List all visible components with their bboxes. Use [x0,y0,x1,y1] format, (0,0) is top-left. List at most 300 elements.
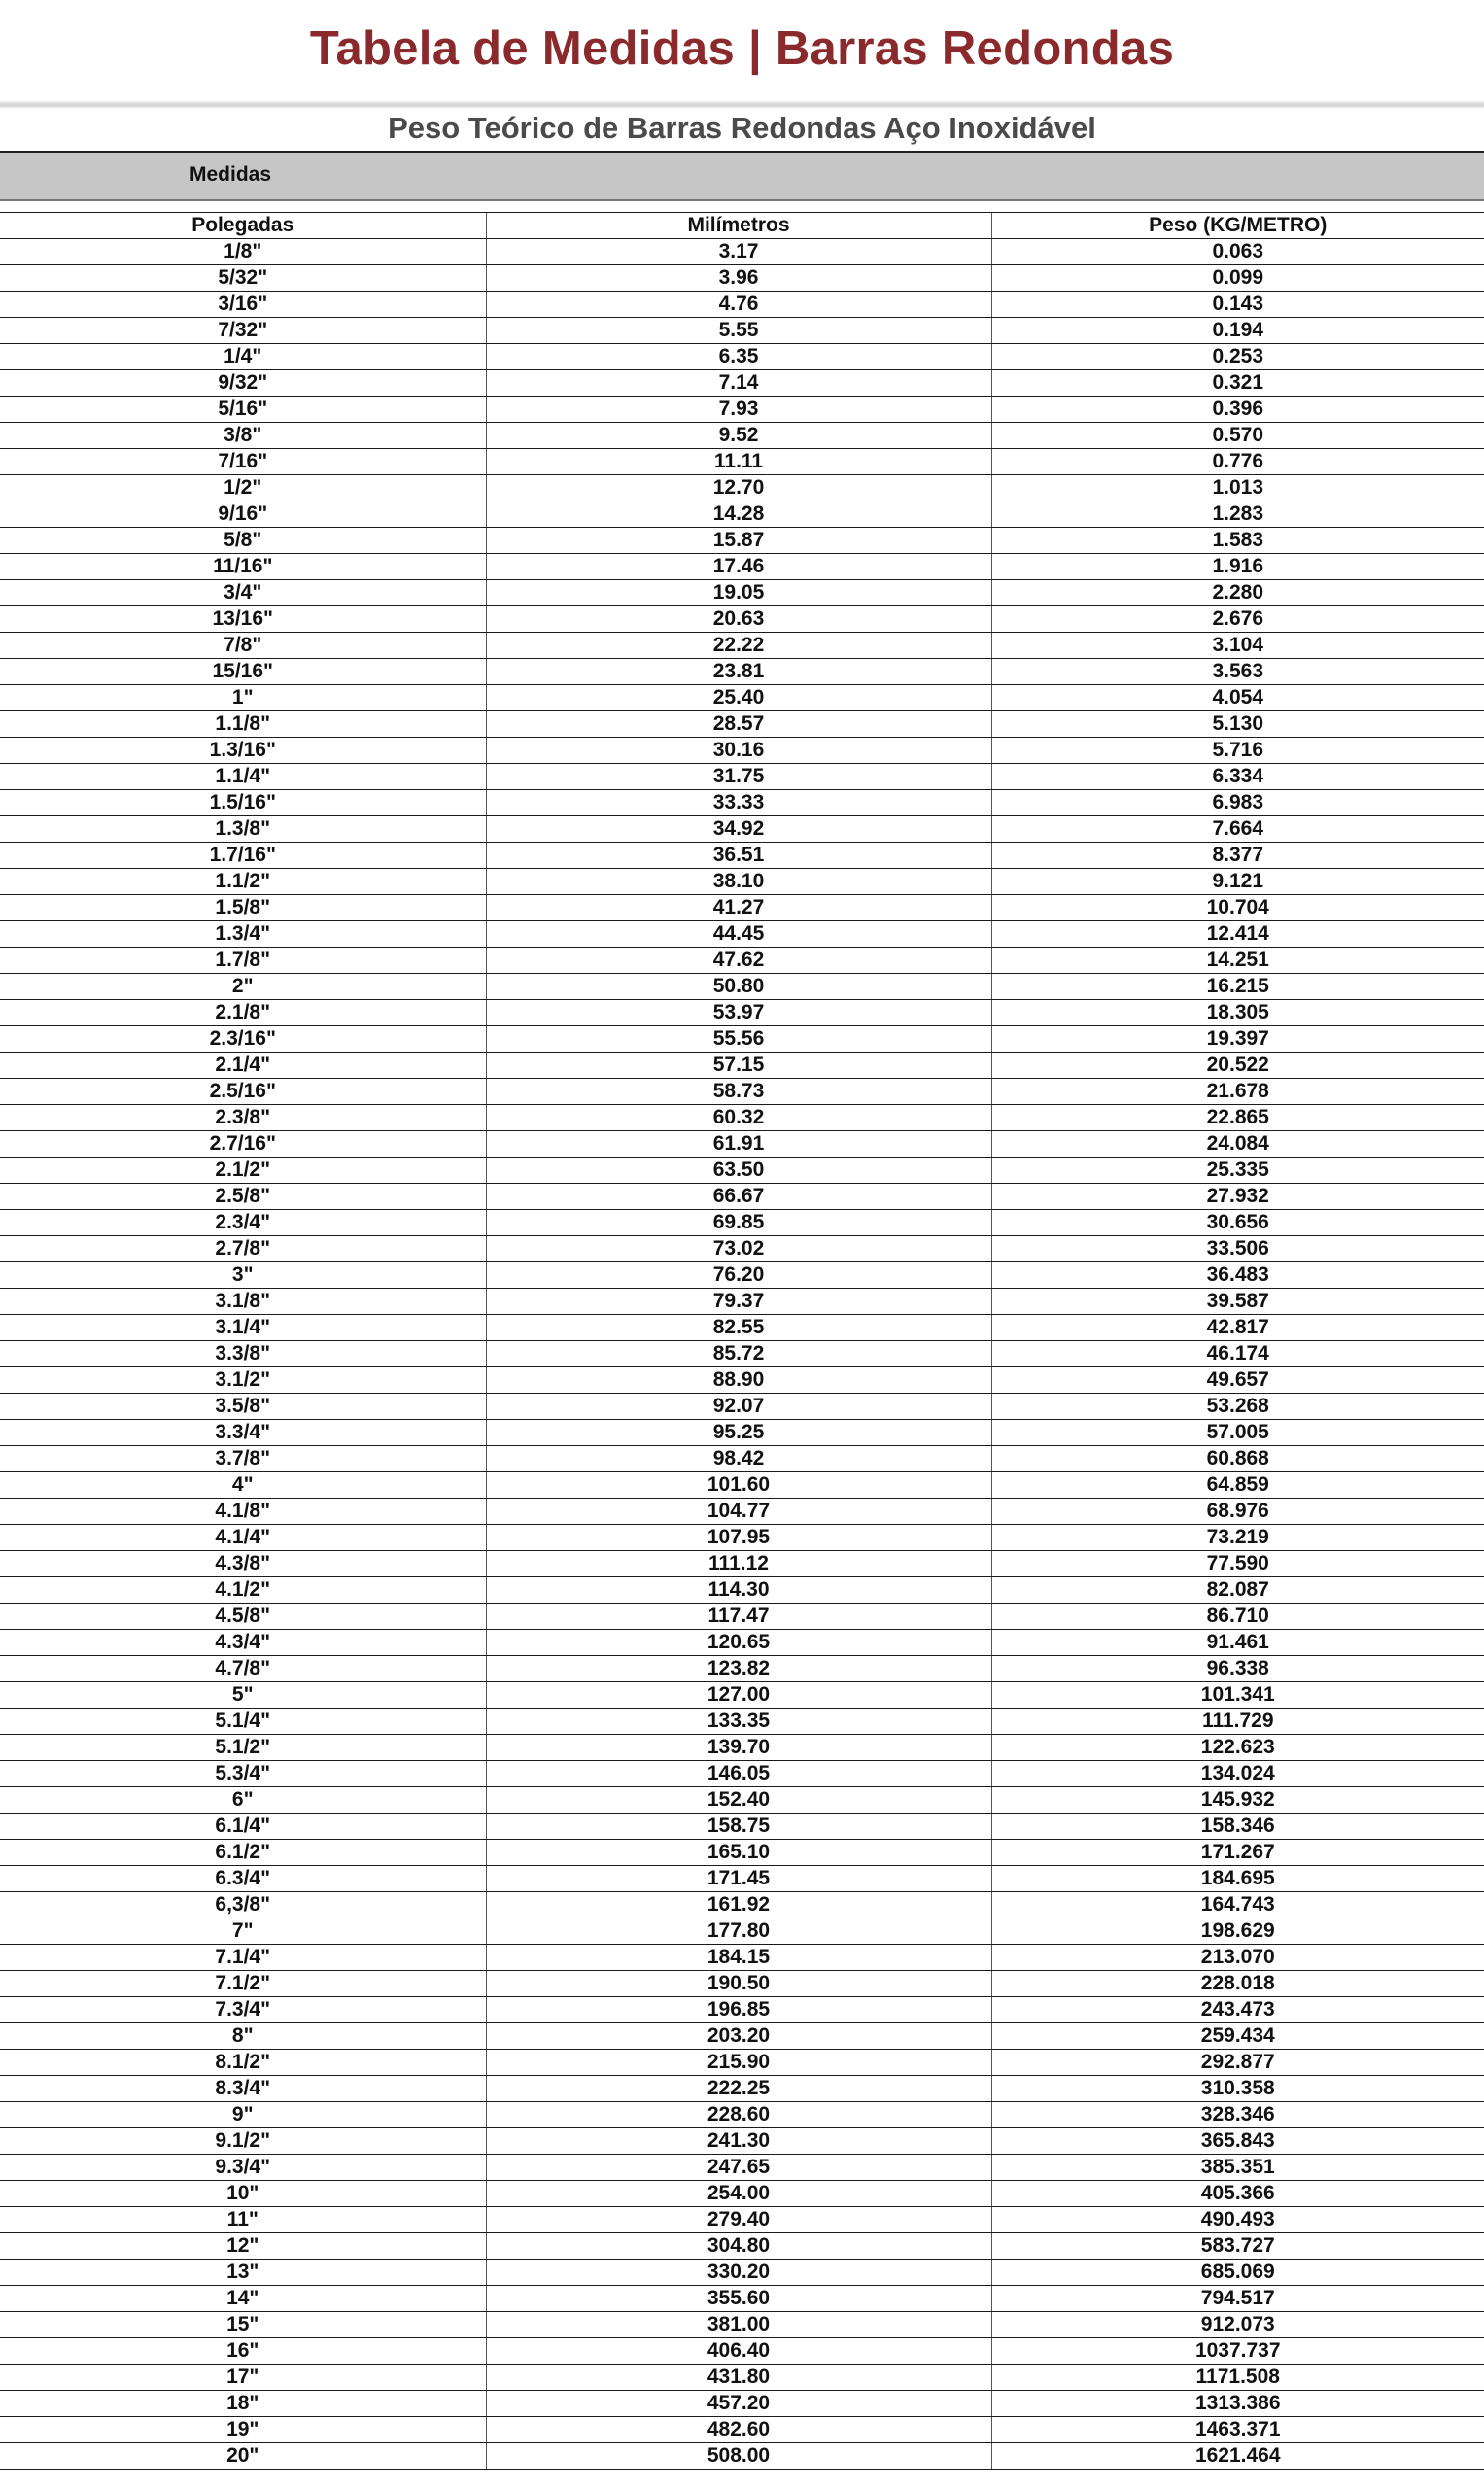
table-row [0,2181,1484,2207]
cell-inches: 10" [0,2181,486,2207]
cell-weight: 259.434 [991,2023,1484,2050]
cell-millimeters: 107.95 [486,1525,991,1551]
cell-weight: 0.570 [991,423,1484,449]
table-row [0,869,1484,895]
cell-weight: 3.563 [991,659,1484,685]
cell-millimeters: 120.65 [486,1630,991,1656]
cell-millimeters: 117.47 [486,1604,991,1630]
cell-inches: 1.1/2" [0,869,486,895]
cell-weight: 328.346 [991,2102,1484,2128]
cell-millimeters: 171.45 [486,1866,991,1892]
measurements-table [0,212,1484,2470]
cell-weight: 24.084 [991,1131,1484,1158]
table-row [0,2128,1484,2155]
table-row [0,2050,1484,2076]
table-row [0,1158,1484,1184]
cell-inches: 7/32" [0,318,486,344]
table-row [0,1892,1484,1918]
cell-weight: 5.130 [991,711,1484,738]
table-row [0,1341,1484,1367]
cell-inches: 3.3/8" [0,1341,486,1367]
cell-weight: 73.219 [991,1525,1484,1551]
cell-inches: 6,3/8" [0,1892,486,1918]
cell-inches: 2.5/16" [0,1079,486,1105]
cell-millimeters: 123.82 [486,1656,991,1682]
cell-inches: 17" [0,2365,486,2391]
table-row [0,1761,1484,1787]
cell-millimeters: 330.20 [486,2260,991,2286]
cell-weight: 96.338 [991,1656,1484,1682]
cell-millimeters: 3.17 [486,239,991,265]
cell-millimeters: 98.42 [486,1446,991,1472]
cell-millimeters: 14.28 [486,501,991,528]
cell-weight: 14.251 [991,948,1484,974]
table-row [0,2286,1484,2312]
title-divider [0,101,1484,108]
table-row [0,1866,1484,1892]
cell-millimeters: 355.60 [486,2286,991,2312]
table-row [0,2417,1484,2443]
table-row [0,1131,1484,1158]
table-row [0,265,1484,292]
table-row [0,2260,1484,2286]
cell-inches: 4.1/8" [0,1499,486,1525]
table-row [0,1551,1484,1577]
table-row [0,1446,1484,1472]
table-row [0,606,1484,633]
cell-millimeters: 58.73 [486,1079,991,1105]
cell-inches: 7/8" [0,633,486,659]
table-row [0,2023,1484,2050]
cell-weight: 145.932 [991,1787,1484,1814]
cell-weight: 6.334 [991,764,1484,790]
table-row [0,1210,1484,1236]
cell-inches: 3.7/8" [0,1446,486,1472]
table-row [0,2443,1484,2470]
cell-inches: 6.1/2" [0,1840,486,1866]
cell-weight: 1171.508 [991,2365,1484,2391]
cell-weight: 27.932 [991,1184,1484,1210]
cell-millimeters: 60.32 [486,1105,991,1131]
cell-weight: 310.358 [991,2076,1484,2102]
cell-inches: 5" [0,1682,486,1709]
cell-inches: 1.7/8" [0,948,486,974]
cell-inches: 1.3/4" [0,921,486,948]
cell-weight: 292.877 [991,2050,1484,2076]
cell-inches: 4.5/8" [0,1604,486,1630]
cell-millimeters: 22.22 [486,633,991,659]
cell-inches: 3.5/8" [0,1394,486,1420]
table-row [0,764,1484,790]
table-row [0,397,1484,423]
cell-weight: 18.305 [991,1000,1484,1026]
cell-weight: 21.678 [991,1079,1484,1105]
cell-millimeters: 190.50 [486,1971,991,1997]
cell-weight: 6.983 [991,790,1484,816]
table-row [0,1000,1484,1026]
cell-inches: 1/2" [0,475,486,501]
cell-inches: 5.3/4" [0,1761,486,1787]
cell-millimeters: 196.85 [486,1997,991,2023]
cell-weight: 122.623 [991,1735,1484,1761]
cell-millimeters: 381.00 [486,2312,991,2338]
cell-inches: 1.3/16" [0,738,486,764]
cell-weight: 77.590 [991,1551,1484,1577]
table-row [0,1971,1484,1997]
cell-inches: 2.3/4" [0,1210,486,1236]
cell-millimeters: 69.85 [486,1210,991,1236]
cell-millimeters: 101.60 [486,1472,991,1499]
cell-millimeters: 44.45 [486,921,991,948]
table-row [0,1840,1484,1866]
cell-inches: 3.1/4" [0,1315,486,1341]
cell-inches: 15" [0,2312,486,2338]
table-row [0,2155,1484,2181]
cell-weight: 583.727 [991,2233,1484,2260]
cell-weight: 134.024 [991,1761,1484,1787]
cell-millimeters: 73.02 [486,1236,991,1262]
table-row [0,1945,1484,1971]
table-row [0,344,1484,370]
cell-millimeters: 63.50 [486,1158,991,1184]
cell-millimeters: 41.27 [486,895,991,921]
cell-weight: 171.267 [991,1840,1484,1866]
cell-weight: 1621.464 [991,2443,1484,2470]
table-row [0,974,1484,1000]
cell-weight: 405.366 [991,2181,1484,2207]
cell-weight: 2.280 [991,580,1484,606]
cell-millimeters: 55.56 [486,1026,991,1053]
cell-millimeters: 254.00 [486,2181,991,2207]
cell-millimeters: 6.35 [486,344,991,370]
cell-inches: 6" [0,1787,486,1814]
cell-millimeters: 146.05 [486,1761,991,1787]
cell-inches: 1" [0,685,486,711]
cell-millimeters: 92.07 [486,1394,991,1420]
cell-weight: 46.174 [991,1341,1484,1367]
cell-inches: 3/16" [0,292,486,318]
cell-millimeters: 79.37 [486,1289,991,1315]
cell-inches: 4.1/4" [0,1525,486,1551]
table-row [0,423,1484,449]
cell-weight: 164.743 [991,1892,1484,1918]
cell-millimeters: 431.80 [486,2365,991,2391]
cell-inches: 16" [0,2338,486,2365]
cell-inches: 4.7/8" [0,1656,486,1682]
cell-weight: 7.664 [991,816,1484,843]
cell-weight: 1313.386 [991,2391,1484,2417]
cell-weight: 9.121 [991,869,1484,895]
table-row [0,1079,1484,1105]
cell-millimeters: 508.00 [486,2443,991,2470]
cell-inches: 7.1/4" [0,1945,486,1971]
table-row [0,580,1484,606]
cell-weight: 49.657 [991,1367,1484,1394]
table-subtitle: Peso Teórico de Barras Redondas Aço Inoxidável [388,111,1096,145]
table-row [0,1289,1484,1315]
cell-inches: 8" [0,2023,486,2050]
cell-millimeters: 127.00 [486,1682,991,1709]
table-row [0,1236,1484,1262]
cell-weight: 20.522 [991,1053,1484,1079]
cell-weight: 8.377 [991,843,1484,869]
cell-inches: 2.3/16" [0,1026,486,1053]
cell-weight: 82.087 [991,1577,1484,1604]
cell-millimeters: 11.11 [486,449,991,475]
cell-inches: 4.3/4" [0,1630,486,1656]
cell-inches: 5.1/2" [0,1735,486,1761]
table-row [0,1472,1484,1499]
cell-millimeters: 247.65 [486,2155,991,2181]
cell-inches: 11/16" [0,554,486,580]
cell-inches: 9.1/2" [0,2128,486,2155]
cell-inches: 9/16" [0,501,486,528]
table-row [0,528,1484,554]
section-header-band [0,151,1484,201]
cell-inches: 8.3/4" [0,2076,486,2102]
cell-weight: 365.843 [991,2128,1484,2155]
cell-millimeters: 61.91 [486,1131,991,1158]
cell-millimeters: 7.93 [486,397,991,423]
cell-weight: 12.414 [991,921,1484,948]
cell-inches: 3/4" [0,580,486,606]
cell-weight: 0.063 [991,239,1484,265]
cell-inches: 9.3/4" [0,2155,486,2181]
table-row [0,711,1484,738]
cell-inches: 1.5/16" [0,790,486,816]
cell-weight: 0.194 [991,318,1484,344]
cell-inches: 7/16" [0,449,486,475]
cell-weight: 57.005 [991,1420,1484,1446]
cell-millimeters: 33.33 [486,790,991,816]
cell-inches: 2" [0,974,486,1000]
cell-inches: 5/8" [0,528,486,554]
table-body [0,239,1484,2470]
cell-millimeters: 95.25 [486,1420,991,1446]
cell-inches: 4.3/8" [0,1551,486,1577]
cell-weight: 198.629 [991,1918,1484,1945]
cell-millimeters: 177.80 [486,1918,991,1945]
table-header-row [0,213,1484,239]
cell-weight: 42.817 [991,1315,1484,1341]
cell-millimeters: 25.40 [486,685,991,711]
cell-inches: 3/8" [0,423,486,449]
cell-weight: 1.916 [991,554,1484,580]
page-title: Tabela de Medidas | Barras Redondas [309,22,1175,75]
cell-inches: 1.1/4" [0,764,486,790]
cell-millimeters: 36.51 [486,843,991,869]
cell-millimeters: 457.20 [486,2391,991,2417]
cell-weight: 158.346 [991,1814,1484,1840]
cell-millimeters: 104.77 [486,1499,991,1525]
cell-weight: 0.143 [991,292,1484,318]
cell-inches: 3" [0,1262,486,1289]
table-row [0,1918,1484,1945]
table-row [0,501,1484,528]
cell-millimeters: 279.40 [486,2207,991,2233]
cell-millimeters: 304.80 [486,2233,991,2260]
cell-weight: 490.493 [991,2207,1484,2233]
cell-inches: 7" [0,1918,486,1945]
cell-weight: 16.215 [991,974,1484,1000]
cell-millimeters: 5.55 [486,318,991,344]
table-row [0,1053,1484,1079]
cell-millimeters: 7.14 [486,370,991,397]
cell-inches: 4.1/2" [0,1577,486,1604]
cell-millimeters: 88.90 [486,1367,991,1394]
cell-inches: 9" [0,2102,486,2128]
cell-weight: 10.704 [991,895,1484,921]
table-row [0,1735,1484,1761]
cell-millimeters: 66.67 [486,1184,991,1210]
cell-inches: 7.3/4" [0,1997,486,2023]
cell-weight: 685.069 [991,2260,1484,2286]
cell-inches: 9/32" [0,370,486,397]
table-row [0,685,1484,711]
cell-weight: 2.676 [991,606,1484,633]
cell-weight: 213.070 [991,1945,1484,1971]
cell-millimeters: 28.57 [486,711,991,738]
cell-weight: 0.396 [991,397,1484,423]
table-row [0,633,1484,659]
cell-millimeters: 9.52 [486,423,991,449]
cell-inches: 5.1/4" [0,1709,486,1735]
cell-weight: 39.587 [991,1289,1484,1315]
column-header-millimeters: Milímetros [486,213,991,239]
cell-inches: 5/16" [0,397,486,423]
cell-weight: 64.859 [991,1472,1484,1499]
table-row [0,1184,1484,1210]
table-row [0,790,1484,816]
cell-millimeters: 57.15 [486,1053,991,1079]
cell-millimeters: 222.25 [486,2076,991,2102]
table-row [0,843,1484,869]
cell-millimeters: 12.70 [486,475,991,501]
cell-inches: 3.3/4" [0,1420,486,1446]
table-row [0,292,1484,318]
cell-inches: 3.1/2" [0,1367,486,1394]
cell-millimeters: 114.30 [486,1577,991,1604]
cell-millimeters: 20.63 [486,606,991,633]
column-header-inches: Polegadas [0,213,486,239]
table-row [0,2312,1484,2338]
cell-inches: 2.5/8" [0,1184,486,1210]
section-label: Medidas [190,163,272,186]
cell-millimeters: 203.20 [486,2023,991,2050]
cell-millimeters: 53.97 [486,1000,991,1026]
cell-inches: 6.1/4" [0,1814,486,1840]
table-row [0,1262,1484,1289]
cell-weight: 0.776 [991,449,1484,475]
cell-inches: 7.1/2" [0,1971,486,1997]
cell-millimeters: 19.05 [486,580,991,606]
table-row [0,816,1484,843]
table-row [0,370,1484,397]
cell-inches: 2.7/16" [0,1131,486,1158]
table-row [0,1787,1484,1814]
cell-weight: 101.341 [991,1682,1484,1709]
cell-inches: 2.1/2" [0,1158,486,1184]
table-row [0,1105,1484,1131]
cell-inches: 1.5/8" [0,895,486,921]
cell-weight: 5.716 [991,738,1484,764]
cell-inches: 4" [0,1472,486,1499]
table-row [0,1394,1484,1420]
cell-weight: 1037.737 [991,2338,1484,2365]
table-row [0,1367,1484,1394]
table-row [0,2233,1484,2260]
table-row [0,449,1484,475]
cell-millimeters: 406.40 [486,2338,991,2365]
cell-inches: 18" [0,2391,486,2417]
cell-weight: 3.104 [991,633,1484,659]
cell-inches: 2.1/8" [0,1000,486,1026]
table-row [0,1315,1484,1341]
cell-millimeters: 111.12 [486,1551,991,1577]
cell-millimeters: 215.90 [486,2050,991,2076]
cell-weight: 33.506 [991,1236,1484,1262]
table-row [0,554,1484,580]
table-row [0,2076,1484,2102]
cell-inches: 1/4" [0,344,486,370]
cell-inches: 1/8" [0,239,486,265]
cell-millimeters: 165.10 [486,1840,991,1866]
table-row [0,659,1484,685]
cell-weight: 1.013 [991,475,1484,501]
table-row [0,318,1484,344]
cell-inches: 8.1/2" [0,2050,486,2076]
cell-inches: 13" [0,2260,486,2286]
cell-inches: 2.3/8" [0,1105,486,1131]
table-row [0,2391,1484,2417]
cell-weight: 91.461 [991,1630,1484,1656]
column-header-weight: Peso (KG/METRO) [991,213,1484,239]
cell-millimeters: 133.35 [486,1709,991,1735]
table-row [0,1656,1484,1682]
table-row [0,2338,1484,2365]
cell-millimeters: 47.62 [486,948,991,974]
cell-millimeters: 184.15 [486,1945,991,1971]
cell-inches: 1.7/16" [0,843,486,869]
cell-inches: 2.7/8" [0,1236,486,1262]
table-row [0,921,1484,948]
table-row [0,475,1484,501]
cell-millimeters: 34.92 [486,816,991,843]
cell-weight: 0.099 [991,265,1484,292]
cell-inches: 3.1/8" [0,1289,486,1315]
cell-weight: 228.018 [991,1971,1484,1997]
cell-weight: 86.710 [991,1604,1484,1630]
cell-millimeters: 152.40 [486,1787,991,1814]
table-row [0,895,1484,921]
table-row [0,2365,1484,2391]
cell-weight: 22.865 [991,1105,1484,1131]
table-row [0,1499,1484,1525]
cell-millimeters: 85.72 [486,1341,991,1367]
cell-millimeters: 76.20 [486,1262,991,1289]
cell-inches: 5/32" [0,265,486,292]
cell-millimeters: 4.76 [486,292,991,318]
cell-weight: 385.351 [991,2155,1484,2181]
cell-inches: 14" [0,2286,486,2312]
cell-millimeters: 31.75 [486,764,991,790]
table-row [0,1604,1484,1630]
cell-weight: 243.473 [991,1997,1484,2023]
cell-millimeters: 158.75 [486,1814,991,1840]
cell-inches: 6.3/4" [0,1866,486,1892]
cell-weight: 4.054 [991,685,1484,711]
cell-inches: 2.1/4" [0,1053,486,1079]
